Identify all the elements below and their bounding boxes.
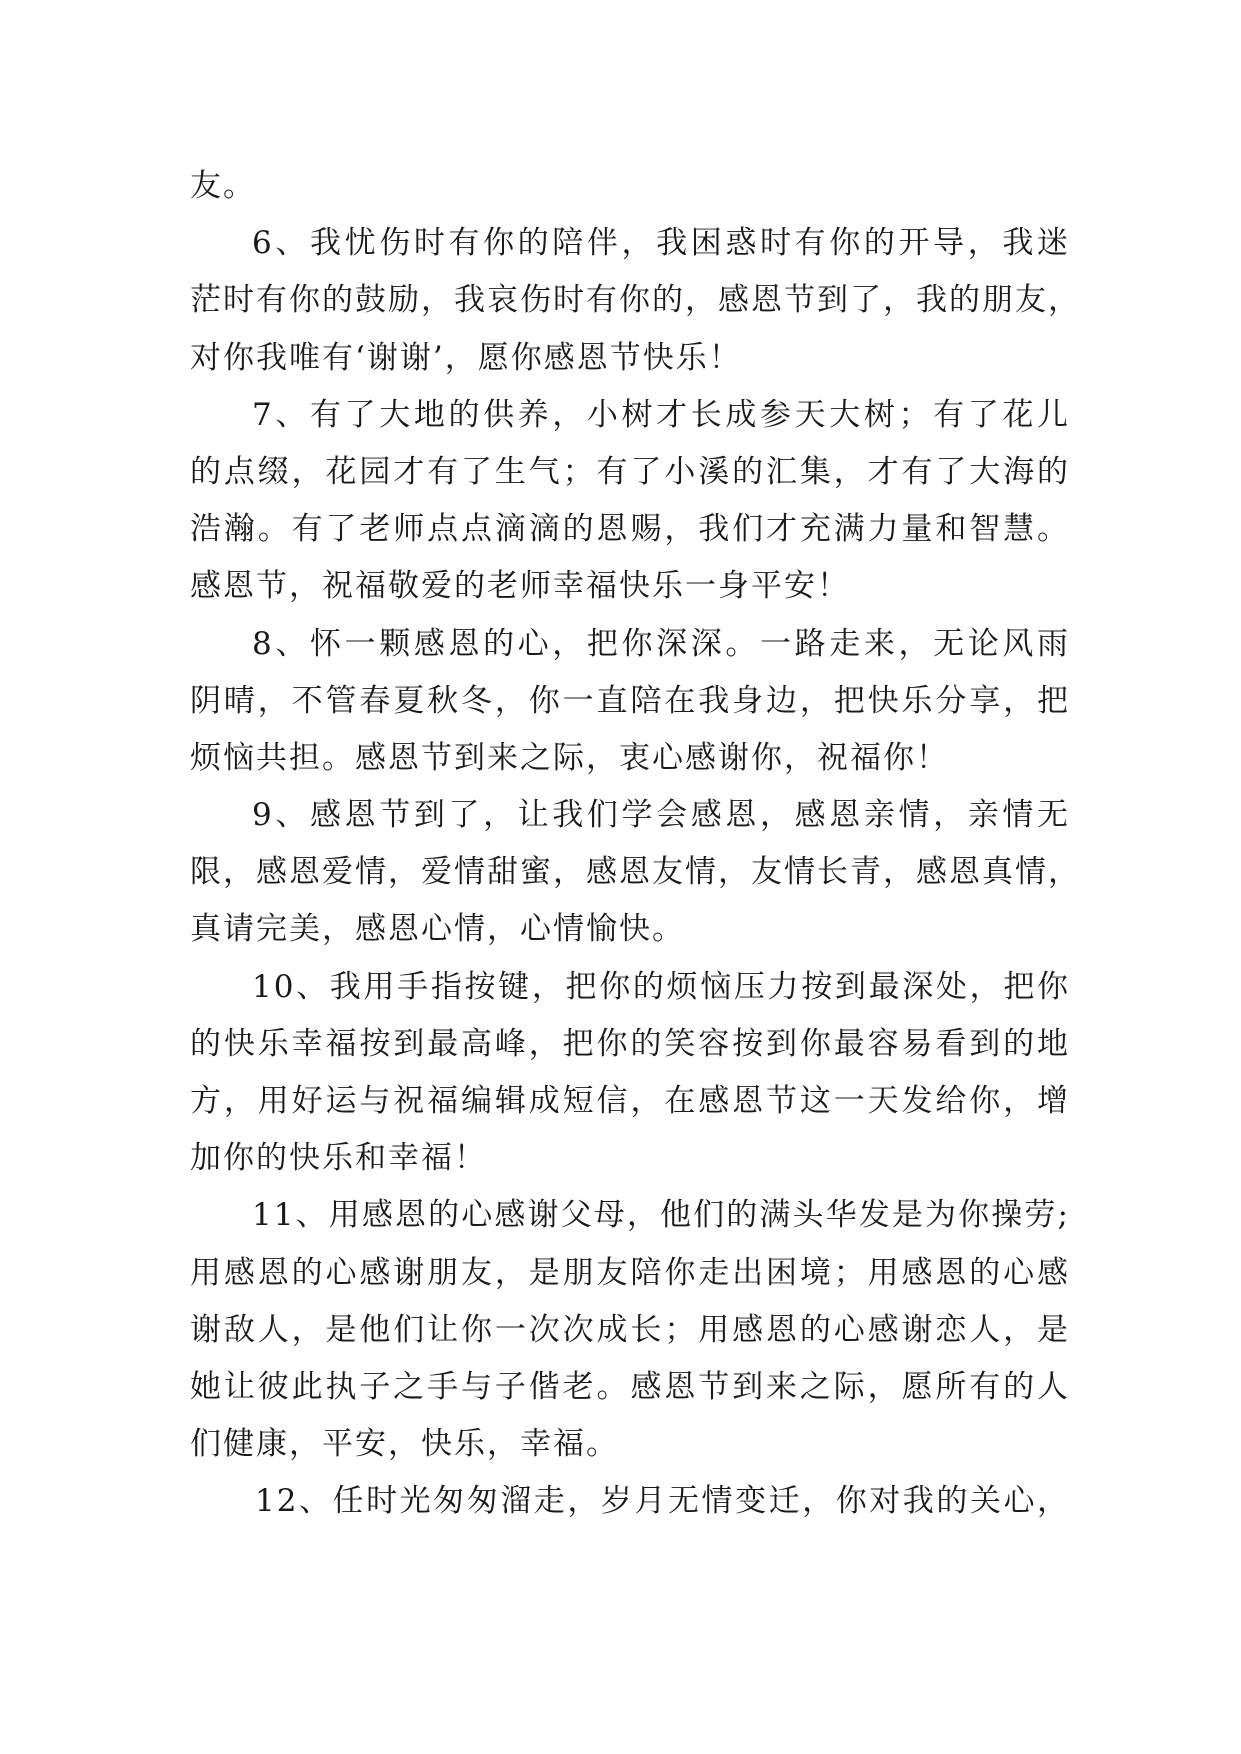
paragraph-line: 9、感恩节到了，让我们学会感恩，感恩亲情，亲情无 [252,797,1070,834]
paragraph-line: 茫时有你的鼓励，我哀伤时有你的，感恩节到了，我的朋友， [190,282,1081,319]
paragraph-line: 的点缀，花园才有了生气；有了小溪的汇集，才有了大海的 [190,453,1070,490]
paragraph-line: 的快乐幸福按到最高峰，把你的笑容按到你最容易看到的地 [190,1025,1070,1062]
paragraph-line: 8、怀一颗感恩的心，把你深深。一路走来，无论风雨 [252,625,1070,662]
paragraph-line: 加你的快乐和幸福！ [190,1140,487,1177]
paragraph-line: 友。 [190,168,256,204]
paragraph-line: 感恩节，祝福敬爱的老师幸福快乐一身平安！ [190,568,850,605]
paragraph-line: 们健康，平安，快乐，幸福。 [190,1426,619,1463]
paragraph-line: 7、有了大地的供养，小树才长成参天大树；有了花儿 [252,396,1070,433]
paragraph-line: 她让彼此执子之手与子偕老。感恩节到来之际，愿所有的人 [190,1368,1070,1405]
paragraph-line: 限，感恩爱情，爱情甜蜜，感恩友情，友情长青，感恩真情， [190,854,1081,891]
paragraph-line: 10、我用手指按键，把你的烦恼压力按到最深处，把你 [252,968,1070,1005]
paragraph-line: 用感恩的心感谢朋友，是朋友陪你走出困境；用感恩的心感 [190,1254,1070,1291]
paragraph-line: 真请完美，感恩心情，心情愉快。 [190,911,685,948]
paragraph-line: 对你我唯有‘谢谢’，愿你感恩节快乐！ [190,339,742,376]
paragraph-line: 方，用好运与祝福编辑成短信，在感恩节这一天发给你，增 [190,1083,1070,1119]
paragraph-line: 谢敌人，是他们让你一次次成长；用感恩的心感谢恋人，是 [190,1311,1070,1348]
paragraph-line: 烦恼共担。感恩节到来之际，衷心感谢你，祝福你！ [190,739,949,776]
paragraph-line: 6、我忧伤时有你的陪伴，我困惑时有你的开导，我迷 [252,225,1070,262]
paragraph-line: 11、用感恩的心感谢父母，他们的满头华发是为你操劳; [252,1197,1070,1234]
paragraph-line: 浩瀚。有了老师点点滴滴的恩赐，我们才充满力量和智慧。 [190,511,1070,548]
paragraph-line: 阴晴，不管春夏秋冬，你一直陪在我身边，把快乐分享，把 [190,682,1070,719]
document-body [190,158,1081,1531]
paragraph-line: 12、任时光匆匆溜走，岁月无情变迁，你对我的关心， [255,1483,1070,1520]
